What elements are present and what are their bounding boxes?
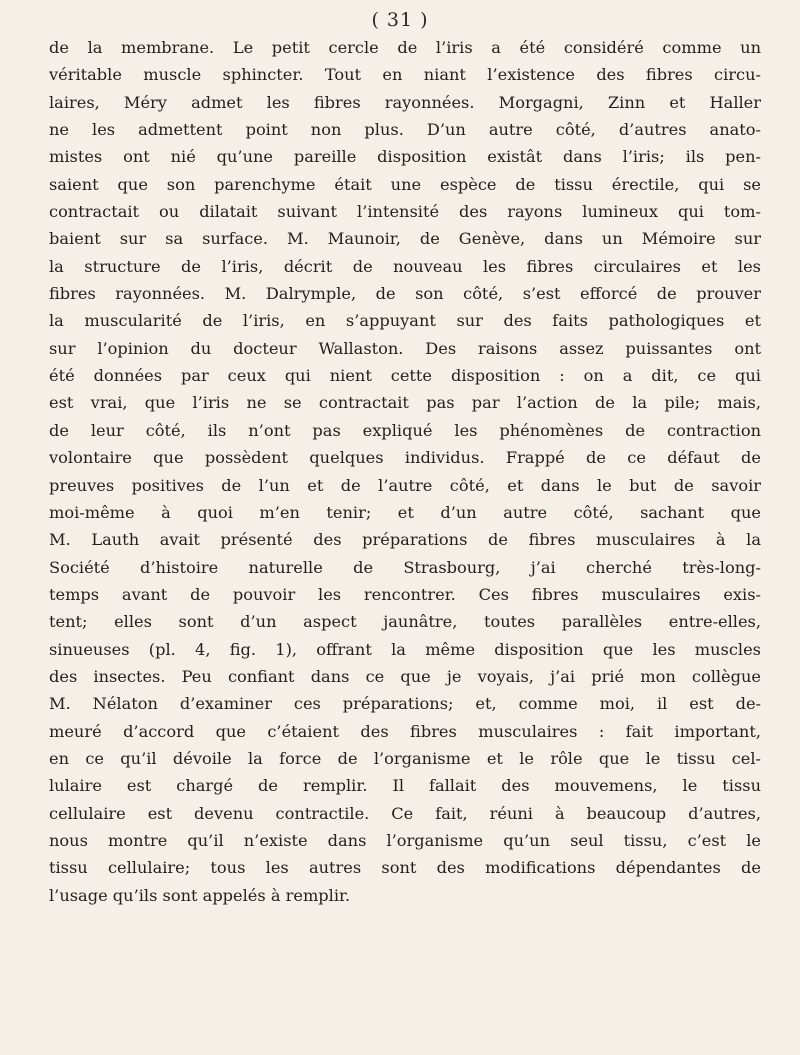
text-line: M. Lauth avait présenté des préparations de fibres musculaires à la xyxy=(49,530,761,550)
text-line: moi-même à quoi m’en tenir; et d’un autre côté, sachant que xyxy=(49,502,761,522)
text-line: Société d’histoire naturelle de Strasbourg, j’ai cherché très-long- xyxy=(49,557,761,577)
text-line: tent; elles sont d’un aspect jaunâtre, toutes parallèles entre-elles, xyxy=(49,612,761,632)
text-line: de leur côté, ils n’ont pas expliqué les phénomènes de contraction xyxy=(49,420,761,440)
page-number: ( 31 ) xyxy=(371,9,429,31)
text-line: en ce qu’il dévoile la force de l’organisme et le rôle que le tissu cel- xyxy=(49,748,761,768)
text-line: sur l’opinion du docteur Wallaston. Des raisons assez puissantes ont xyxy=(49,338,761,358)
text-line: ne les admettent point non plus. D’un autre côté, d’autres anato- xyxy=(49,120,761,140)
text-line: sinueuses (pl. 4, fig. 1), offrant la même disposition que les muscles xyxy=(49,639,761,659)
body-text xyxy=(49,34,761,909)
text-line: preuves positives de l’un et de l’autre côté, et dans le but de savoir xyxy=(49,475,761,495)
text-line: est vrai, que l’iris ne se contractait pas par l’action de la pile; mais, xyxy=(49,393,761,413)
text-line: la structure de l’iris, décrit de nouveau les fibres circulaires et les xyxy=(49,256,761,276)
text-line: nous montre qu’il n’existe dans l’organisme qu’un seul tissu, c’est le xyxy=(49,830,761,850)
text-line: lulaire est chargé de remplir. Il fallait des mouvemens, le tissu xyxy=(49,776,761,796)
text-line: contractait ou dilatait suivant l’intensité des rayons lumineux qui tom- xyxy=(49,202,761,222)
text-line: M. Nélaton d’examiner ces préparations; et, comme moi, il est de- xyxy=(49,694,761,714)
text-line: laires, Méry admet les fibres rayonnées. Morgagni, Zinn et Haller xyxy=(49,92,761,112)
text-line: de la membrane. Le petit cercle de l’iris a été considéré comme un xyxy=(49,38,761,57)
text-line: cellulaire est devenu contractile. Ce fait, réuni à beaucoup d’autres, xyxy=(49,803,761,823)
text-line: volontaire que possèdent quelques individus. Frappé de ce défaut de xyxy=(49,448,761,468)
text-line: l’usage qu’ils sont appelés à remplir. xyxy=(49,885,351,905)
text-line: la muscularité de l’iris, en s’appuyant sur des faits pathologiques et xyxy=(49,311,761,331)
text-line: temps avant de pouvoir les rencontrer. Ces fibres musculaires exis- xyxy=(49,584,761,604)
text-line: meuré d’accord que c’étaient des fibres musculaires : fait important, xyxy=(49,721,761,741)
text-line: fibres rayonnées. M. Dalrymple, de son côté, s’est efforcé de prouver xyxy=(49,284,761,304)
text-line: été données par ceux qui nient cette disposition : on a dit, ce qui xyxy=(49,366,761,386)
text-line: véritable muscle sphincter. Tout en niant l’existence des fibres circu- xyxy=(49,65,761,85)
text-line: tissu cellulaire; tous les autres sont des modifications dépendantes de xyxy=(49,858,761,878)
text-line: des insectes. Peu confiant dans ce que je voyais, j’ai prié mon collègue xyxy=(49,666,761,686)
text-line: mistes ont nié qu’une pareille disposition existât dans l’iris; ils pen- xyxy=(49,147,761,167)
text-line: saient que son parenchyme était une espèce de tissu érectile, qui se xyxy=(49,174,761,194)
text-line: baient sur sa surface. M. Maunoir, de Genève, dans un Mémoire sur xyxy=(49,229,761,249)
